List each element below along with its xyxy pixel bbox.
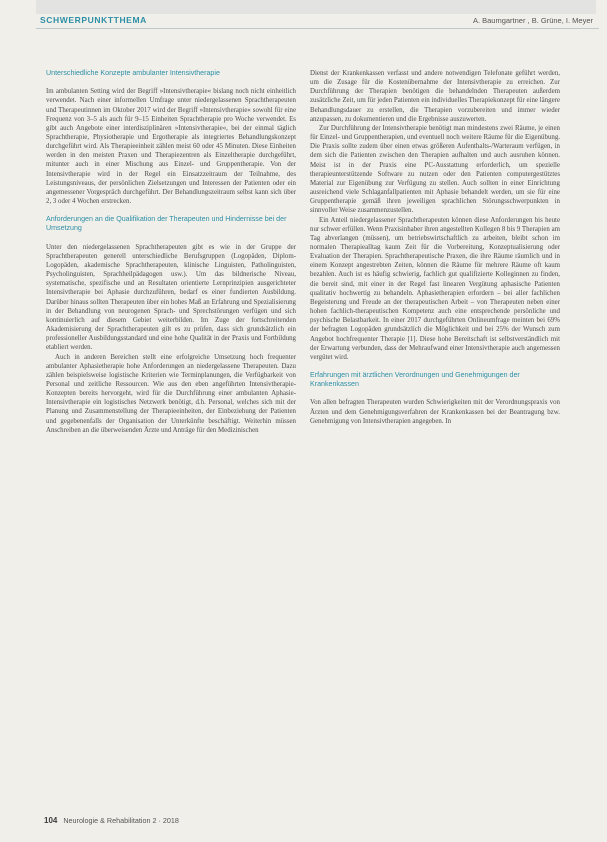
header-authors: A. Baumgartner , B. Grüne, I. Meyer: [472, 16, 593, 25]
spacer: [310, 389, 560, 398]
header-bar: [36, 0, 596, 14]
body-paragraph: Unter den niedergelassenen Sprachtherapeuten gibt es wie in der Gruppe der Sprachtherapeuten generell unterschiedliche Berufsgruppen (Logopäden, Diplom-Logopäden, akademische Sprachtherapeuten, klinische Linguisten, Patholinguisten, Psycholinguisten, Sprachheilpädagogen usw.). Um das bildnerische Niveau, systematische, spezifische und an Resultaten orientierte Lernprinzipien ausgerichteter Intensivtherapie bei Aphasie durchzuführen, bedarf es einer fundierten Ausbildung. Darüber hinaus sollten Therapeuten über ein hohes Maß an Erfahrung und Spezialisierung in der Behandlung von neurogenen Sprach- und Sprechstörungen verfügen und sich kontinuierlich auf diesem Gebiet weiterbilden. Im Zuge der fortschreitenden Akademisierung der Sprachtherapeuten gilt es zu prüfen, dass sich grundsätzlich ein professioneller Ausbildungsstandard und eine hohe Qualität in der Praxis und Fortbildung etabliert werden.: [46, 243, 296, 352]
spacer: [46, 234, 296, 243]
body-paragraph: Von allen befragten Therapeuten wurden Schwierigkeiten mit der Verordnungspraxis von Ärzten und dem Genehmigungsverfahren der Krankenkassen bei der Beantragung bzw. Genehmigung von Intensivtherapien angegeben. In: [310, 399, 560, 425]
spacer: [46, 206, 296, 215]
section-heading: Erfahrungen mit ärztlichen Verordnungen und Genehmigungen der Krankenkassen: [310, 371, 520, 389]
header-rule: [36, 28, 599, 29]
body-paragraph: Auch in anderen Bereichen stellt eine erfolgreiche Umsetzung hoch frequenter ambulanter Aphasietherapie hohe Anforderungen an niedergelassene Therapeuten. Dazu zählen beispielsweise logistische Kriterien wie Terminplanungen, die Verfügbarkeit von Personal und zeitliche Ressourcen. Wie aus den eben angeführten Intensivtherapie-Konzepten bereits hervorgeht, wird für die Durchführung einer ambulanten Aphasie-Intensivtherapie ein logistisches Netzwerk benötigt, d.h. Personal, welches sich mit der Planung und Zusammenstellung der Therapieeinheiten, der Einbeziehung der Patienten und gegebenenfalls der Organisation der Unterkünfte beschäftigt. Weiterhin müssen Anschreiben an die überweisenden Ärzte und Anträge für den Medizinischen: [46, 353, 296, 434]
body-paragraph: Dienst der Krankenkassen verfasst und andere notwendigen Telefonate geführt werden, um die Zusage für die Kostenübernahme der Intensivtherapie zu erreichen. Zur Durchführung der Therapien benötigen die behandelnden Therapeuten außerdem zusätzliche Zeit, um für jeden Patienten ein individuelles Therapiekonzept für eine längere Behandlungsdauer zu erstellen, die Therapien vorzubereiten und immer wieder anzupassen, zu dokumentieren und die Ergebnisse auszuwerten.: [310, 70, 560, 123]
section-title: SCHWERPUNKTTHEMA: [40, 15, 147, 25]
left-column: [46, 69, 296, 435]
page-number: 104: [44, 816, 58, 825]
section-heading: Anforderungen an die Qualifikation der Therapeuten und Hindernisse bei der Umsetzung: [46, 215, 287, 233]
body-paragraph: Zur Durchführung der Intensivtherapie benötigt man mindestens zwei Räume, je einen für Einzel- und Gruppentherapien, und eventuell noch weitere Räume für die Eigenübung. Die Praxis sollte zudem über einen etwas größeren Aufenthalts-/Warteraum verfügen, in dem sich die Patienten zwischen den Therapien aufhalten und auch ausruhen können. Meist ist in der Praxis eine PC-Ausstattung erforderlich, um spezielle therapieunterstützende Software zu nutzen oder den Patienten computergestütztes Material zur Eigenübung zur Verfügung zu stellen. Auch sollten in einer Einrichtung ausreichend viele Schlaganfallpatienten mit Aphasie behandelt werden, um sie für eine Gruppentherapie gemäß ihren jeweiligen sprachlichen Störungsschwerpunkten in sinnvoller Weise zusammenzustellen.: [310, 124, 560, 215]
spacer: [46, 78, 296, 87]
journal-name: Neurologie & Rehabilitation 2 · 2018: [63, 816, 179, 825]
page-footer: [44, 816, 179, 825]
body-paragraph: Ein Anteil niedergelassener Sprachtherapeuten können diese Anforderungen bis heute nur schwer erfüllen. Wenn Praxisinhaber ihren angestellten Kollegen 8 bis 9 Therapien am Tag abverlangen (müssen), um betriebswirtschaftlich zu arbeiten, bleibt schon im normalen Therapiealltag kaum Zeit für die Vorbereitung, Konzeptualisierung oder Evaluation der Therapien. Sprachtherapeutische Praxen, die ihre Räume räumlich und in einem Konzept angestrebten Zeiten, können die Räume für mehrere Räume oft kaum bezahlen. Auch ist es häufig schwierig, fachlich gut qualifizierte Kolleginnen zu finden, die bereit sind, mit einer in der Regel fast linearen Vergütung aphasische Patienten qualitativ hochwertig zu behandeln. Aphasietherapien erfordern – bei aller fachlichen Begeisterung und Freude an der therapeutischen Arbeit – von Therapeuten neben einer hohen fachlich-therapeutischen Kompetenz auch eine entsprechende persönliche und psychische Belastbarkeit. In einer 2017 durchgeführten Onlineumfrage meinten bei 69% der befragten Logopäden grundsätzlich die Möglichkeit und bei 25% der Wunsch zum Angebot hochfrequenter Therapie [1]. Diese hohe Bereitschaft ist selbstverständlich mit der Erwartung verbunden, dass der Mehraufwand einer Intensivtherapie auch angemessen vergütet wird.: [310, 216, 560, 361]
body-paragraph: Im ambulanten Setting wird der Begriff »Intensivtherapie« bislang noch nicht einheitlich verwendet. Nach einer informellen Umfrage unter niedergelassenen Sprachtherapeuten und Therapeutinnen im Oktober 2017 wird der Begriff »Intensivtherapie« sowohl für eine Frequenz von 3–5 als auch für 9–15 Einheiten Sprachtherapie pro Woche verwendet. Es gibt auch Angebote einer interdisziplinären »Intensivtherapie«, bei der einmal täglich Sprachtherapie, Physiotherapie und Ergotherapie als integriertes Behandlungskonzept durchgeführt wird. Als Therapieeinheit zählen meist 60 oder 45 Minuten. Diese Einheiten werden in den meisten Praxen und Therapiezentren als Einzeltherapie durchgeführt, mitunter auch in einer Mischung aus Einzel- und Gruppentherapie. Von der Intensivtherapie wird in der Regel ein Einsatzzeitraum der Teilnahme, des Leistungsniveaus, der persönlichen Zielsetzungen und Interessen der Patienten oder ein angemessener Vorgespräch durchgeführt. Der Behandlungszeitraum selbst kann sich über 2, 3 oder 4 Wochen erstrecken.: [46, 88, 296, 206]
right-column: [310, 69, 560, 426]
spacer: [310, 362, 560, 371]
section-heading: Unterschiedliche Konzepte ambulanter Intensivtherapie: [46, 69, 220, 77]
